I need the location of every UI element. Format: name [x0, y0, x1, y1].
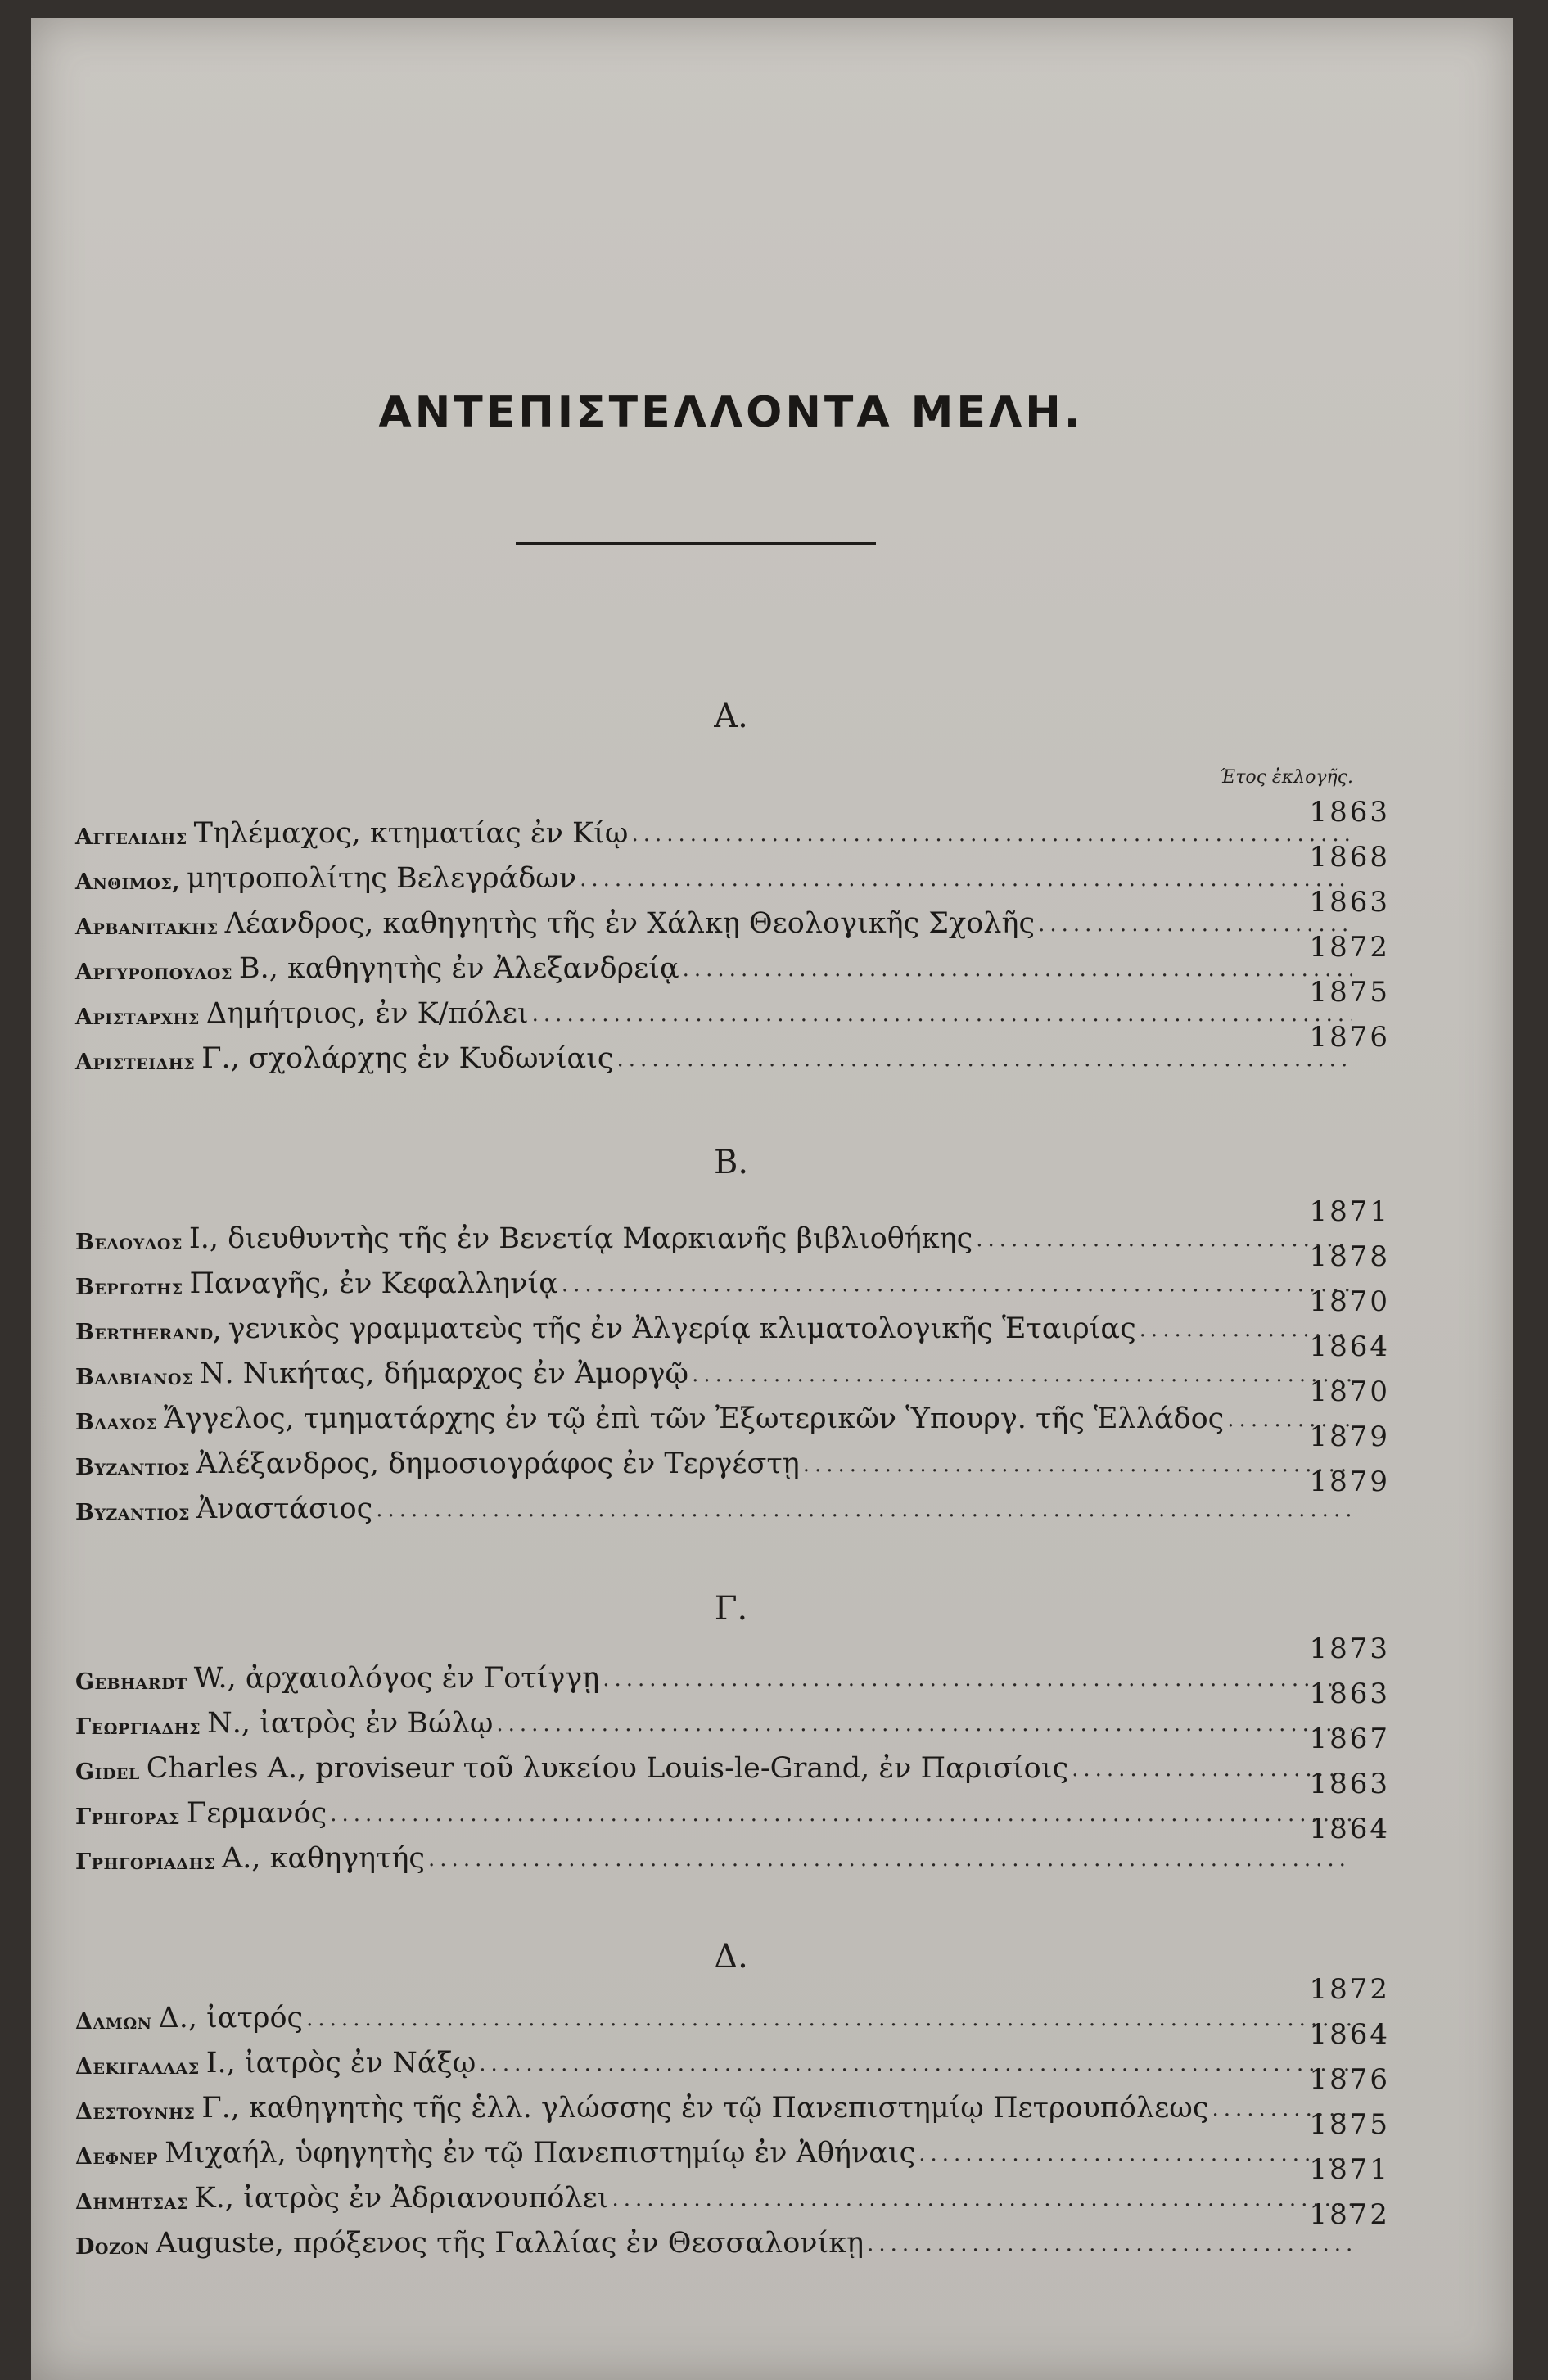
member-entry [75, 1700, 1352, 1740]
member-details: Ἀλέξανδρος, δημοσιογράφος ἐν Τεργέστῃ [196, 1447, 800, 1480]
year: 1872 [1309, 2198, 1390, 2231]
member-entry [75, 2085, 1352, 2125]
member-surname: Bertherand, [75, 1320, 222, 1345]
member-details: Τηλέμαχος, κτηματίας ἐν Κίῳ [193, 817, 629, 850]
year: 1876 [1309, 1021, 1390, 1054]
member-entry [75, 991, 1352, 1030]
year: 1871 [1309, 2153, 1390, 2186]
member-details: Δημήτριος, ἐν Κ/πόλει [205, 997, 529, 1030]
leader-dots [1227, 1409, 1352, 1435]
leader-dots [1038, 914, 1352, 940]
leader-dots [306, 2008, 1352, 2035]
member-details: Κ., ἰατρὸς ἐν Ἀδριανουπόλει [194, 2182, 609, 2215]
member-entry [75, 1036, 1352, 1075]
member-surname: Gebhardt [75, 1669, 187, 1695]
year: 1870 [1309, 1375, 1390, 1408]
year: 1863 [1309, 1678, 1390, 1710]
year: 1875 [1309, 976, 1390, 1009]
member-surname: Αρισταρχης [75, 1005, 200, 1030]
leader-dots [496, 1714, 1352, 1740]
member-details: Ν. Νικήτας, δήμαρχος ἐν Ἀμοργῷ [199, 1357, 689, 1390]
leader-dots [612, 2188, 1352, 2215]
member-surname: Βελουδος [75, 1230, 183, 1255]
leader-dots [1212, 2098, 1352, 2125]
leader-dots [617, 1049, 1352, 1075]
member-details: Λέανδρος, καθηγητὴς τῆς ἐν Χάλκῃ Θεολογικῆς Σχολῆς [224, 907, 1036, 940]
year: 1864 [1309, 2018, 1390, 2051]
leader-dots [428, 1849, 1352, 1875]
leader-dots [803, 1454, 1352, 1480]
member-entry [75, 1486, 1352, 1525]
member-entry [75, 1306, 1352, 1345]
year: 1878 [1309, 1240, 1390, 1273]
year: 1867 [1309, 1723, 1390, 1755]
member-entry [75, 2175, 1352, 2215]
member-details: μητροπολίτης Βελεγράδων [187, 862, 577, 895]
leader-dots [330, 1804, 1352, 1830]
member-entry [75, 2040, 1352, 2080]
leader-dots [918, 2143, 1352, 2170]
member-surname: Δημητσας [75, 2189, 188, 2215]
leader-dots [692, 1364, 1352, 1390]
member-surname: Αρβανιτακης [75, 915, 219, 940]
title-rule [516, 542, 876, 545]
member-surname: Βεργωτης [75, 1275, 183, 1300]
member-surname: Αγγελιδης [75, 824, 187, 850]
member-surname: Ανθιμος, [75, 869, 181, 895]
member-entry [75, 1655, 1352, 1695]
year: 1864 [1309, 1330, 1390, 1363]
member-surname: Dozon [75, 2234, 150, 2260]
member-surname: Γεωργιαδης [75, 1714, 201, 1740]
year: 1863 [1309, 1768, 1390, 1800]
member-surname: Αριστειδης [75, 1050, 196, 1075]
member-entry [75, 811, 1352, 850]
member-entry [75, 901, 1352, 940]
member-details: Μιχαήλ, ὑφηγητὴς ἐν τῷ Πανεπιστημίῳ ἐν Ἀθήναις [165, 2137, 916, 2170]
leader-dots [532, 1004, 1352, 1030]
year: 1875 [1309, 2108, 1390, 2141]
leader-dots [580, 869, 1352, 895]
member-details: Ι., διευθυντὴς τῆς ἐν Βενετίᾳ Μαρκιανῆς βιβλιοθήκης [188, 1222, 973, 1255]
member-entry [75, 2130, 1352, 2170]
member-entry [75, 1441, 1352, 1480]
member-entry [75, 856, 1352, 895]
member-details: Ἀναστάσιος [196, 1493, 373, 1525]
year: 1863 [1309, 796, 1390, 829]
year: 1871 [1309, 1195, 1390, 1228]
year: 1876 [1309, 2063, 1390, 2096]
member-surname: Αργυροπουλος [75, 960, 232, 985]
member-entry [75, 1396, 1352, 1435]
member-entry [75, 2220, 1352, 2260]
member-details: W., ἀρχαιολόγος ἐν Γοτίγγῃ [193, 1662, 600, 1695]
member-details: Α., καθηγητής [222, 1842, 426, 1875]
member-details: Παναγῆς, ἐν Κεφαλληνίᾳ [189, 1267, 558, 1300]
member-entry [75, 1216, 1352, 1255]
year: 1872 [1309, 1973, 1390, 2006]
section-letter-g: Γ. [714, 1590, 748, 1628]
year: 1868 [1309, 841, 1390, 874]
member-details: γενικὸς γραμματεὺς τῆς ἐν Ἀλγερίᾳ κλιματολογικῆς Ἑταιρίας [228, 1312, 1136, 1345]
leader-dots [683, 959, 1352, 985]
member-details: Β., καθηγητὴς ἐν Ἀλεξανδρείᾳ [238, 952, 679, 985]
leader-dots [631, 824, 1352, 850]
section-letter-d: Δ. [714, 1938, 748, 1976]
member-details: Ἄγγελος, τμηματάρχης ἐν τῷ ἐπὶ τῶν Ἐξωτερικῶν Ὑπουργ. τῆς Ἑλλάδος [164, 1402, 1225, 1435]
year: 1879 [1309, 1420, 1390, 1453]
member-surname: Δαμων [75, 2009, 152, 2035]
member-entry [75, 946, 1352, 985]
member-entry [75, 1791, 1352, 1830]
member-details: Ν., ἰατρὸς ἐν Βώλῳ [207, 1707, 494, 1740]
year: 1864 [1309, 1813, 1390, 1845]
page-title: ΑΝΤΕΠΙΣΤΕΛΛΟΝΤΑ ΜΕΛΗ. [378, 388, 1084, 437]
member-surname: Gidel [75, 1759, 140, 1785]
leader-dots [1140, 1319, 1352, 1345]
member-surname: Δεφνερ [75, 2144, 159, 2170]
member-entry [75, 1836, 1352, 1875]
section-letter-a: Α. [714, 698, 748, 735]
member-details: Auguste, πρόξενος τῆς Γαλλίας ἐν Θεσσαλονίκῃ [156, 2227, 864, 2260]
member-entry [75, 1995, 1352, 2035]
member-details: Γερμανός [186, 1797, 327, 1830]
member-surname: Γρηγοριαδης [75, 1849, 215, 1875]
member-entry [75, 1745, 1352, 1785]
leader-dots [1072, 1759, 1352, 1785]
member-details: Γ., καθηγητὴς τῆς ἑλλ. γλώσσης ἐν τῷ Πανεπιστημίῳ Πετρουπόλεως [201, 2092, 1209, 2125]
year: 1870 [1309, 1285, 1390, 1318]
member-details: Γ., σχολάρχης ἐν Κυδωνίαις [201, 1042, 614, 1075]
page [31, 18, 1513, 2380]
year: 1863 [1309, 886, 1390, 919]
leader-dots [603, 1669, 1352, 1695]
member-surname: Βυζαντιος [75, 1500, 190, 1525]
year-column-label: Έτος ἐκλογῆς. [1219, 767, 1353, 788]
member-entry [75, 1351, 1352, 1390]
member-surname: Βαλβιανος [75, 1365, 193, 1390]
member-details: Charles A., proviseur τοῦ λυκείου Louis-le-Grand, ἐν Παρισίοις [146, 1752, 1069, 1785]
member-details: Δ., ἰατρός [158, 2002, 304, 2035]
year: 1879 [1309, 1465, 1390, 1498]
member-entry [75, 1261, 1352, 1300]
leader-dots [562, 1274, 1352, 1300]
member-details: Ι., ἰατρὸς ἐν Νάξῳ [205, 2047, 476, 2080]
leader-dots [376, 1499, 1352, 1525]
member-surname: Δεκιγαλλας [75, 2054, 200, 2080]
leader-dots [976, 1229, 1352, 1255]
year: 1873 [1309, 1633, 1390, 1665]
leader-dots [867, 2233, 1352, 2260]
member-surname: Βλαχος [75, 1410, 158, 1435]
member-surname: Δεστουνης [75, 2099, 196, 2125]
section-letter-b: Β. [713, 1144, 749, 1181]
leader-dots [479, 2053, 1352, 2080]
year: 1872 [1309, 931, 1390, 964]
member-surname: Γρηγορας [75, 1804, 180, 1830]
member-surname: Βυζαντιος [75, 1455, 190, 1480]
